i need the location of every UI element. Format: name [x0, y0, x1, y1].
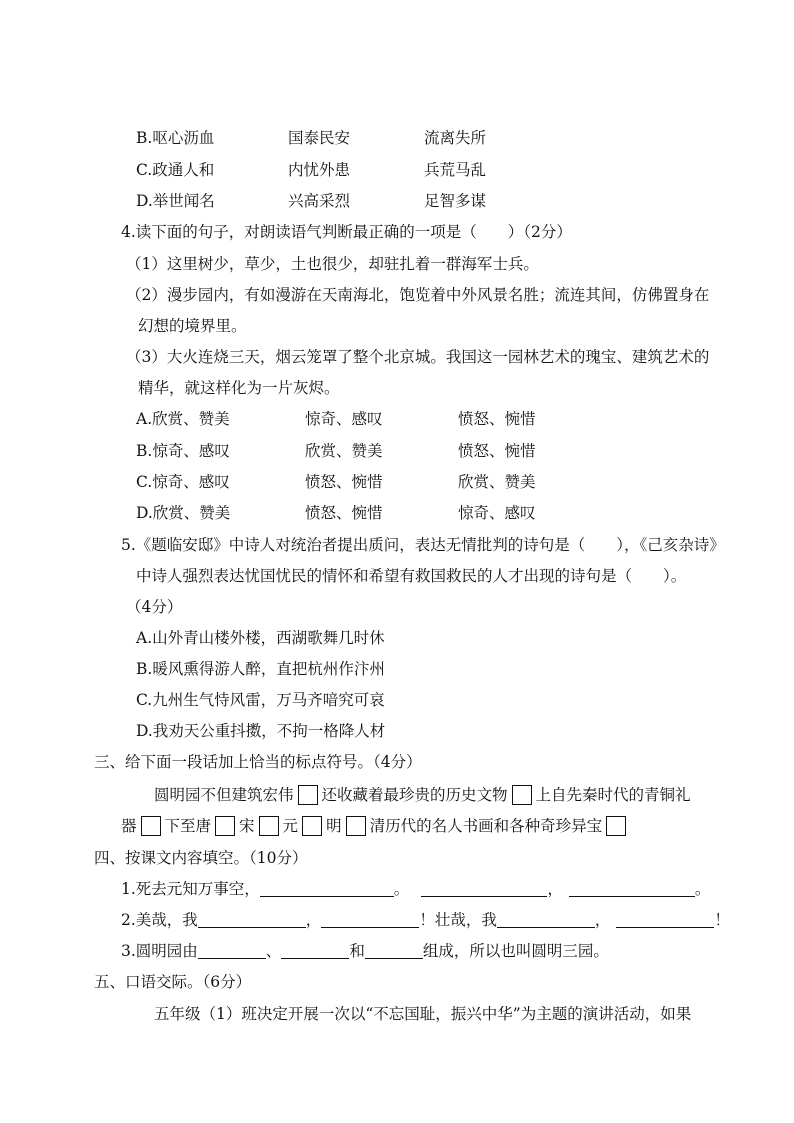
punctuation-box[interactable] [259, 816, 279, 836]
fill-blank[interactable] [569, 880, 695, 897]
punctuation-box[interactable] [141, 816, 161, 836]
punctuation-text: 明 [326, 817, 342, 835]
fill-text: ！ [714, 911, 730, 929]
punctuation-text: 圆明园不但建筑宏伟 [154, 786, 294, 804]
fill-blank[interactable] [616, 911, 714, 928]
fill-text: 1.死去元知万事空， [121, 880, 260, 898]
punctuation-text: 清历代的名人书画和各种奇珍异宝 [369, 817, 603, 835]
q4-sentence-2: （2）漫步园内，有如漫游在天南海北，饱览着中外风景名胜；流连其间，仿佛置身在 [126, 286, 710, 304]
q4-sentence-3: （3）大火连烧三天，烟云笼罩了整个北京城。我国这一园林艺术的瑰宝、建筑艺术的 [126, 348, 710, 366]
fill-text: ， [305, 911, 322, 929]
punctuation-box[interactable] [606, 816, 626, 836]
fill-text: 、 [265, 942, 282, 960]
q3-option-b: B.呕心沥血 [136, 129, 215, 147]
q3-option-d-word2: 足智多谋 [424, 192, 487, 210]
section-5-title: 五、口语交际。（6分） [94, 973, 252, 991]
q4-sentence-2-cont: 幻想的境界里。 [138, 317, 247, 335]
section-5-paragraph: 五年级（1）班决定开展一次以“不忘国耻，振兴中华”为主题的演讲活动，如果 [154, 1005, 692, 1023]
q5-option-d: D.我劝天公重抖擞，不拘一格降人材 [136, 722, 386, 740]
q4-option-c: C.惊奇、感叹 [136, 473, 230, 491]
q4-option-d: D.欣赏、赞美 [136, 504, 231, 522]
q3-option-b-word2: 流离失所 [424, 129, 487, 147]
q3-option-d: D.举世闻名 [136, 192, 215, 210]
punctuation-box[interactable] [215, 816, 235, 836]
fill-blank[interactable] [497, 911, 595, 928]
punctuation-box[interactable] [298, 785, 318, 805]
fill-blank[interactable] [321, 911, 419, 928]
fill-blank[interactable] [421, 880, 547, 897]
q4-stem: 4.读下面的句子，对朗读语气判断最正确的一项是（ ）（2分） [121, 223, 572, 241]
punctuation-text: 还收藏着最珍贵的历史文物 [321, 786, 508, 804]
fill-text: 3.圆明园由 [121, 942, 198, 960]
q5-option-c: C.九州生气恃风雷，万马齐喑究可哀 [136, 691, 385, 709]
punctuation-paragraph-line1 [154, 785, 691, 805]
q4-sentence-3-cont: 精华，就这样化为一片灰烬。 [138, 379, 340, 397]
fill-line-3 [121, 941, 609, 961]
q5-score: （4分） [126, 598, 183, 616]
q3-option-c-word1: 内忧外患 [288, 161, 351, 179]
q4-option-d-word1: 愤怒、惋惜 [305, 504, 383, 522]
q4-option-c-word1: 愤怒、惋惜 [305, 473, 383, 491]
q4-option-b-word2: 愤怒、惋惜 [458, 442, 536, 460]
fill-text: 组成，所以也叫圆明三园。 [422, 942, 609, 960]
q3-option-d-word1: 兴高采烈 [288, 192, 351, 210]
fill-line-1 [121, 879, 710, 899]
fill-blank[interactable] [365, 942, 423, 959]
section-4-title: 四、按课文内容填空。（10分） [94, 849, 308, 867]
fill-line-2 [121, 910, 730, 930]
punctuation-text: 宋 [239, 817, 255, 835]
fill-text: 和 [349, 942, 365, 960]
q4-option-a-word2: 愤怒、惋惜 [458, 410, 536, 428]
fill-text: 。 [393, 880, 410, 898]
q5-option-a: A.山外青山楼外楼，西湖歌舞几时休 [136, 629, 385, 647]
q3-option-c-word2: 兵荒马乱 [424, 161, 487, 179]
q4-option-b-word1: 欣赏、赞美 [305, 442, 383, 460]
punctuation-text: 器 [121, 817, 137, 835]
fill-text: ！壮哉，我 [419, 911, 497, 929]
q4-option-b: B.惊奇、感叹 [136, 442, 230, 460]
q4-sentence-1: （1）这里树少，草少，土也很少，却驻扎着一群海军士兵。 [126, 255, 539, 273]
punctuation-paragraph-line2 [121, 816, 630, 836]
q4-option-d-word2: 惊奇、感叹 [458, 504, 536, 522]
q5-stem-line2: 中诗人强烈表达忧国忧民的情怀和希望有救国救民的人才出现的诗句是（ ）。 [136, 567, 687, 585]
punctuation-text: 上自先秦时代的青铜礼 [535, 786, 691, 804]
q3-option-c: C.政通人和 [136, 161, 215, 179]
fill-blank[interactable] [198, 942, 266, 959]
punctuation-text: 下至唐 [164, 817, 212, 835]
q4-option-a-word1: 惊奇、感叹 [305, 410, 383, 428]
fill-blank[interactable] [281, 942, 349, 959]
fill-blank[interactable] [198, 911, 306, 928]
fill-blank[interactable] [260, 880, 394, 897]
q4-option-a: A.欣赏、赞美 [136, 410, 230, 428]
fill-text: 2.美哉，我 [121, 911, 198, 929]
q5-option-b: B.暖风熏得游人醉，直把杭州作汴州 [136, 660, 385, 678]
punctuation-box[interactable] [346, 816, 366, 836]
punctuation-box[interactable] [512, 785, 532, 805]
fill-text: ， [594, 911, 611, 929]
q5-stem-line1: 5.《题临安邸》中诗人对统治者提出质问，表达无情批判的诗句是（ ），《己亥杂诗》 [121, 536, 725, 554]
fill-text: 。 [694, 880, 711, 898]
fill-text: ， [547, 880, 563, 898]
q3-option-b-word1: 国泰民安 [288, 129, 351, 147]
punctuation-text: 元 [282, 817, 299, 835]
q4-option-c-word2: 欣赏、赞美 [458, 473, 536, 491]
punctuation-box[interactable] [302, 816, 322, 836]
section-3-title: 三、给下面一段话加上恰当的标点符号。（4分） [94, 753, 422, 771]
